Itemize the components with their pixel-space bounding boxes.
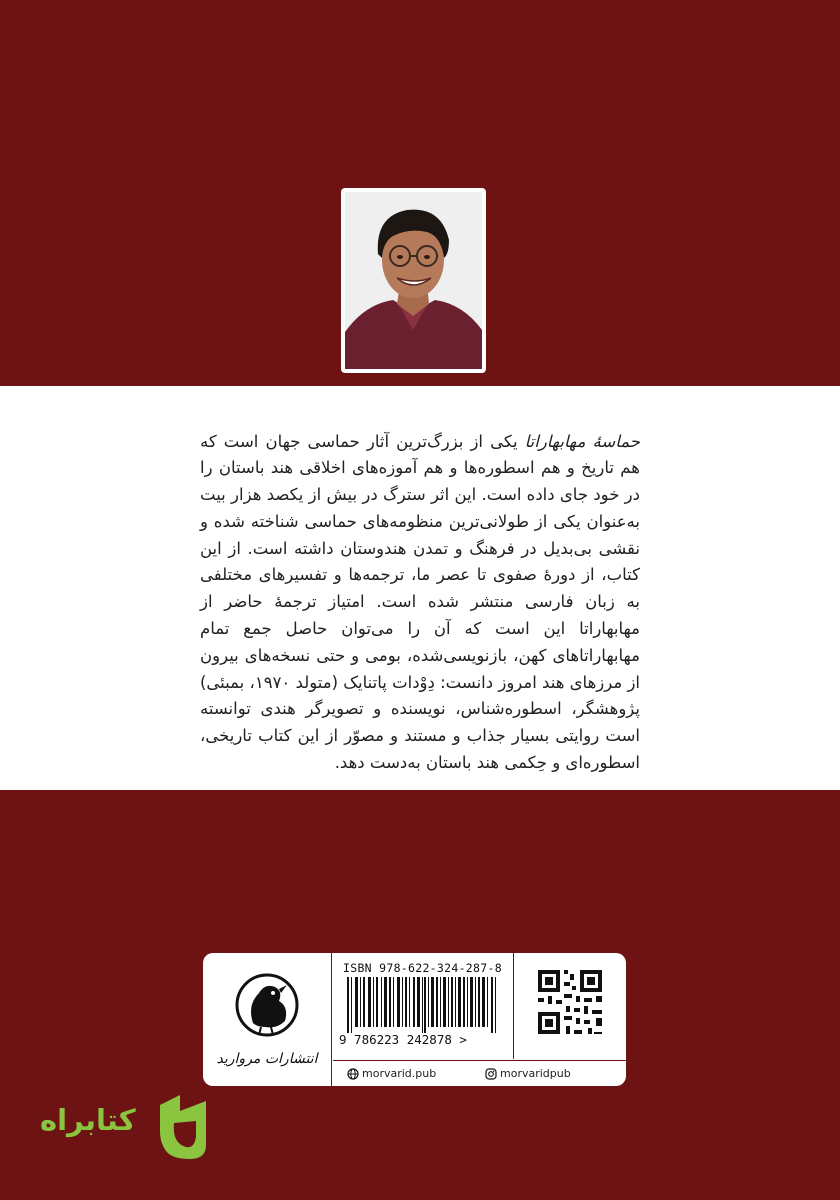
isbn-digits: 9 786223 242878 > bbox=[339, 1032, 467, 1047]
brand-name: کتابراه bbox=[40, 1103, 136, 1137]
author-photo bbox=[345, 192, 482, 369]
publisher-bird-logo-icon bbox=[203, 953, 331, 1049]
barcode-icon bbox=[347, 977, 501, 1033]
website-text: morvarid.pub bbox=[362, 1067, 437, 1080]
author-portrait-illustration bbox=[345, 192, 482, 369]
instagram-text: morvaridpub bbox=[500, 1067, 571, 1080]
instagram-link[interactable] bbox=[485, 1067, 571, 1080]
ketabrah-logo-icon bbox=[156, 1093, 210, 1163]
back-cover-blurb bbox=[200, 429, 640, 777]
author-photo-frame bbox=[341, 188, 486, 373]
publisher-info-panel bbox=[203, 953, 626, 1086]
ketabrah-watermark bbox=[40, 1093, 210, 1163]
publisher-logo-cell bbox=[203, 953, 332, 1086]
qr-code-icon bbox=[514, 953, 626, 1059]
instagram-icon bbox=[485, 1068, 497, 1080]
blurb-body: یکی از بزرگ‌ترین آثار حماسی جهان است که هم تاریخ و هم اسطوره‌ها و هم آموزه‌های اخلاقی هند باستان را در خود جای داده است. این اثر سترگ در بیش از یکصد هزار بیت به‌عنوان یکی از طولانی‌ترین منظومه‌های حماسی شناخته شده و نقشی بی‌بدیل در فرهنگ و تمدن هندوستان داشته است. از این کتاب، از دورهٔ صفوی تا عصر ما، ترجمه‌ها و تفسیرهای مختلفی به زبان فارسی منتشر شده است. امتیاز ترجمهٔ حاضر از مهابهاراتا این است که آن را می‌توان حاصل جمع تمام مهابهاراتاهای کهن، بازنویسی‌شده، بومی و حتی نسخه‌های بیرون از مرزهای هند امروز دانست: دِوْدات پاتنایک (متولد ۱۹۷۰، بمبئی) پژوهشگر، اسطوره‌شناس، نویسنده و تصویرگر هندی توانسته است روایتی بسیار جذاب و مستند و مصوّر از این کتاب تاریخی، اسطوره‌ای و حِکمی هند باستان به‌دست دهد. bbox=[199, 431, 640, 773]
qr-code-cell bbox=[514, 953, 626, 1059]
globe-icon bbox=[347, 1068, 359, 1080]
contact-links-row bbox=[333, 1060, 626, 1086]
publisher-name: انتشارات مروارید bbox=[216, 1051, 318, 1067]
isbn-label: ISBN 978-622-324-287-8 bbox=[343, 961, 502, 975]
website-link[interactable] bbox=[347, 1067, 436, 1080]
blurb-title: حماسهٔ مهابهاراتا bbox=[524, 431, 640, 451]
isbn-barcode-cell bbox=[333, 953, 514, 1059]
